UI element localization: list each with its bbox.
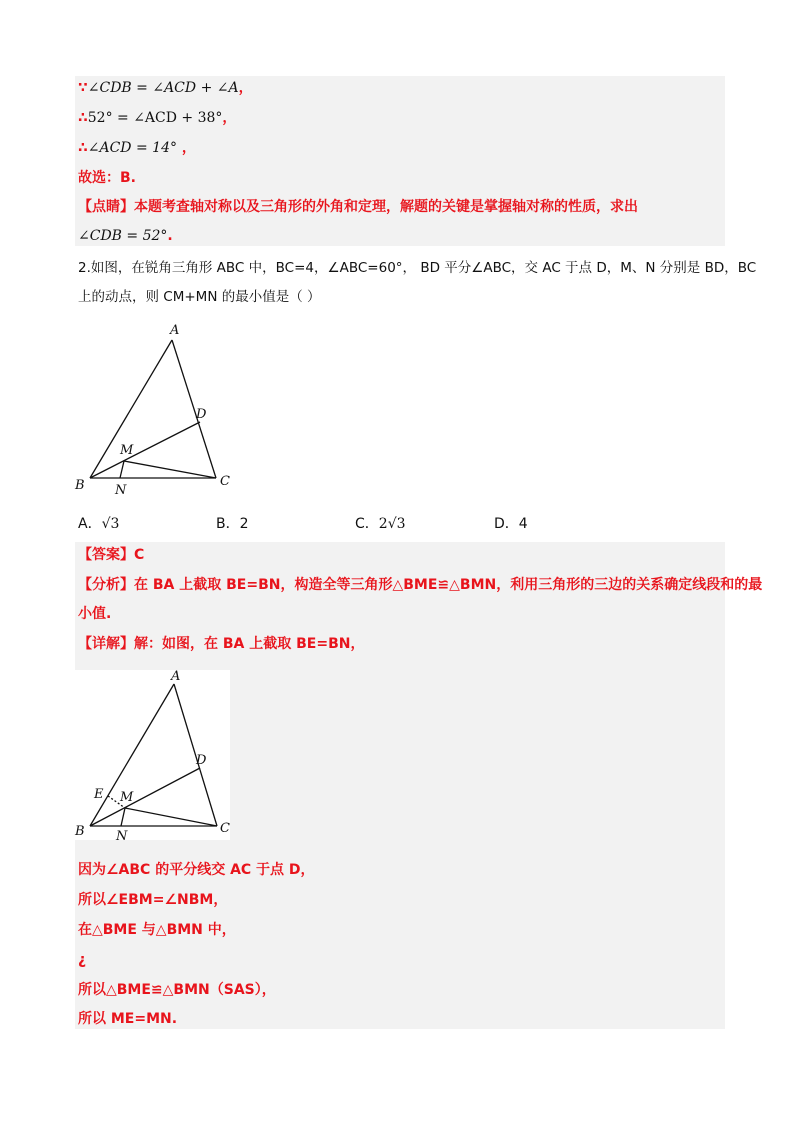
question-line-1: 2.如图，在锐角三角形 ABC 中，BC=4，∠ABC=60°， BD 平分∠ABC，交 AC 于点 D，M、N 分别是 BD，BC (78, 260, 757, 276)
step-2: 所以∠EBM=∠NBM， (78, 892, 228, 908)
label-D: D (196, 407, 207, 422)
figure-triangle-1 (70, 318, 250, 498)
step-4: ¿ (78, 952, 87, 968)
label-M: M (120, 443, 134, 458)
step-6: 所以 ME=MN. (78, 1011, 178, 1027)
figure-triangle-2 (72, 668, 232, 843)
label-B: B (75, 478, 85, 493)
option-a: A．√3 (78, 516, 120, 532)
answer-line: 【答案】C (78, 547, 145, 563)
analysis-line-1: 【分析】在 BA 上截取 BE=BN，构造全等三角形△BME≌△BMN，利用三角形的三边的关系确定线段和的最 (78, 577, 763, 593)
question-line-2: 上的动点，则 CM+MN 的最小值是（ ） (78, 289, 321, 305)
label-M: M (120, 790, 134, 805)
label-A: A (170, 323, 180, 338)
option-b: B．2 (216, 516, 249, 532)
label-N: N (116, 829, 128, 843)
label-E: E (94, 787, 104, 802)
label-C: C (220, 474, 230, 489)
label-A: A (171, 669, 181, 684)
option-d: D．4 (494, 516, 528, 532)
step-5: 所以△BME≌△BMN（SAS）， (78, 982, 276, 998)
step-line-3: ∴∠ACD = 14° ， (78, 140, 196, 156)
label-B: B (75, 824, 85, 839)
analysis-line-2: 小值. (78, 606, 112, 622)
comment-line-2: ∠CDB = 52°. (78, 228, 173, 244)
comment-line: 【点睛】本题考查轴对称以及三角形的外角和定理，解题的关键是掌握轴对称的性质，求出 (78, 199, 638, 215)
label-C: C (220, 821, 230, 836)
label-D: D (196, 753, 207, 768)
detail-line: 【详解】解：如图，在 BA 上截取 BE=BN， (78, 636, 365, 652)
solution-block-top (75, 76, 725, 246)
step-line-2: ∴52° = ∠ACD + 38°， (78, 110, 237, 126)
step-line-1: ∵∠CDB = ∠ACD + ∠A， (78, 80, 253, 96)
label-N: N (115, 483, 127, 498)
option-c: C．2√3 (355, 516, 406, 532)
step-3: 在△BME 与△BMN 中， (78, 922, 236, 938)
step-1: 因为∠ABC 的平分线交 AC 于点 D， (78, 862, 315, 878)
choice-line: 故选：B. (78, 170, 136, 186)
